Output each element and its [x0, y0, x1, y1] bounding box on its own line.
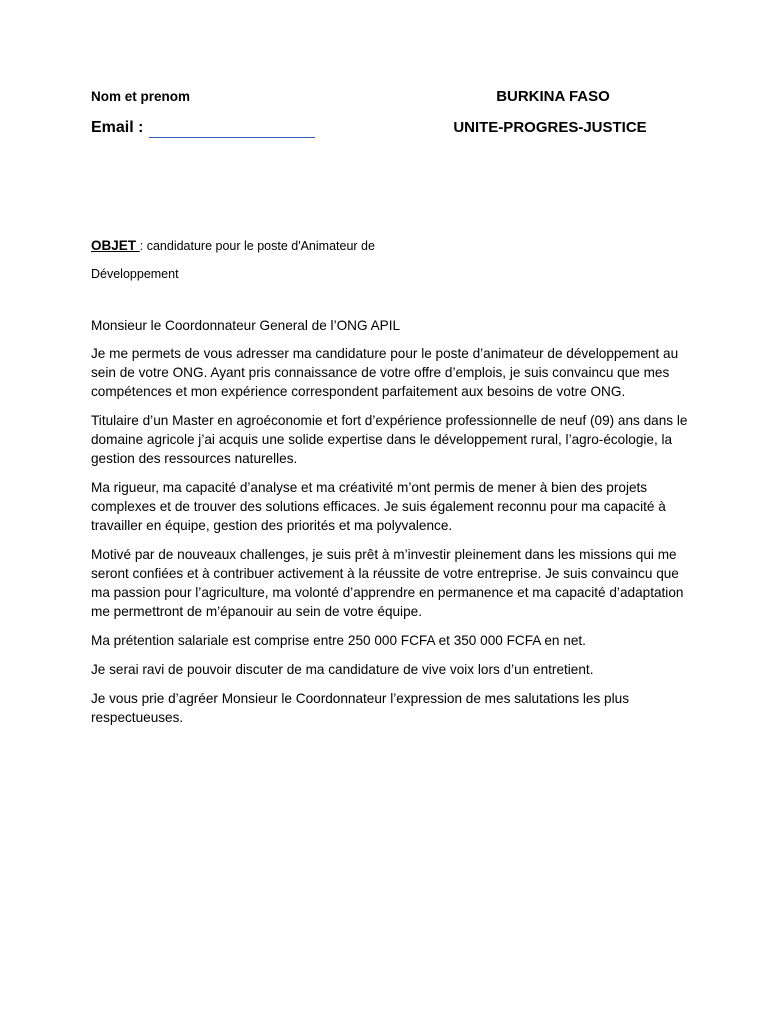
paragraph-4: Motivé par de nouveaux challenges, je suis prêt à m’investir pleinement dans les missions qui me seront confiées et à contribuer activement à la réussite de votre entreprise. Je suis convaincu que ma passion pour l’agriculture, ma volonté d’apprendre en permanence et ma capacité d’adaptation me permettront de m’épanouir au sein de votre équipe.: [91, 547, 684, 619]
subject-text: : candidature pour le poste d'Animateur de: [139, 239, 375, 253]
paragraph-6: Je serai ravi de pouvoir discuter de ma candidature de vive voix lors d’un entretient.: [91, 662, 594, 677]
paragraph-5: Ma prétention salariale est comprise entre 250 000 FCFA et 350 000 FCFA en net.: [91, 633, 586, 648]
salutation: Monsieur le Coordonnateur General de l’ONG APIL: [91, 318, 401, 333]
email-blank-line: [149, 121, 315, 138]
name-label: Nom et prenom: [91, 89, 191, 104]
email-label: Email :: [91, 119, 144, 136]
paragraph-1: Je me permets de vous adresser ma candidature pour le poste d’animateur de développement au sein de votre ONG. Ayant pris connaissance de votre offre d’emplois, je suis convaincu que mes compétences et mon expérience correspondent parfaitement aux besoins de votre ONG.: [91, 346, 679, 399]
sender-block: [91, 88, 421, 138]
subject-text-line2: Développement: [91, 267, 179, 281]
country-block: [430, 88, 670, 138]
paragraph-2: Titulaire d’un Master en agroéconomie et fort d’expérience professionnelle de neuf (09) ans dans le domaine agricole j’ai acquis une solide expertise dans le développement rural, l’agro-écologie, la gestion des ressources naturelles.: [91, 413, 688, 466]
subject-block: [91, 232, 411, 288]
letter-body: [91, 316, 691, 737]
subject-line: [91, 232, 411, 260]
email-row: [91, 118, 421, 138]
country-name: BURKINA FASO: [496, 88, 610, 105]
subject-label: OBJET: [91, 238, 140, 253]
paragraph-3: Ma rigueur, ma capacité d’analyse et ma créativité m’ont permis de mener à bien des projets complexes et de trouver des solutions efficaces. Je suis également reconnu pour ma capacité à travailler en équipe, gestion des priorités et ma polyvalence.: [91, 480, 666, 533]
country-motto: UNITE-PROGRES-JUSTICE: [453, 119, 647, 136]
paragraph-7: Je vous prie d’agréer Monsieur le Coordonnateur l’expression de mes salutations les plus respectueuses.: [91, 691, 629, 725]
